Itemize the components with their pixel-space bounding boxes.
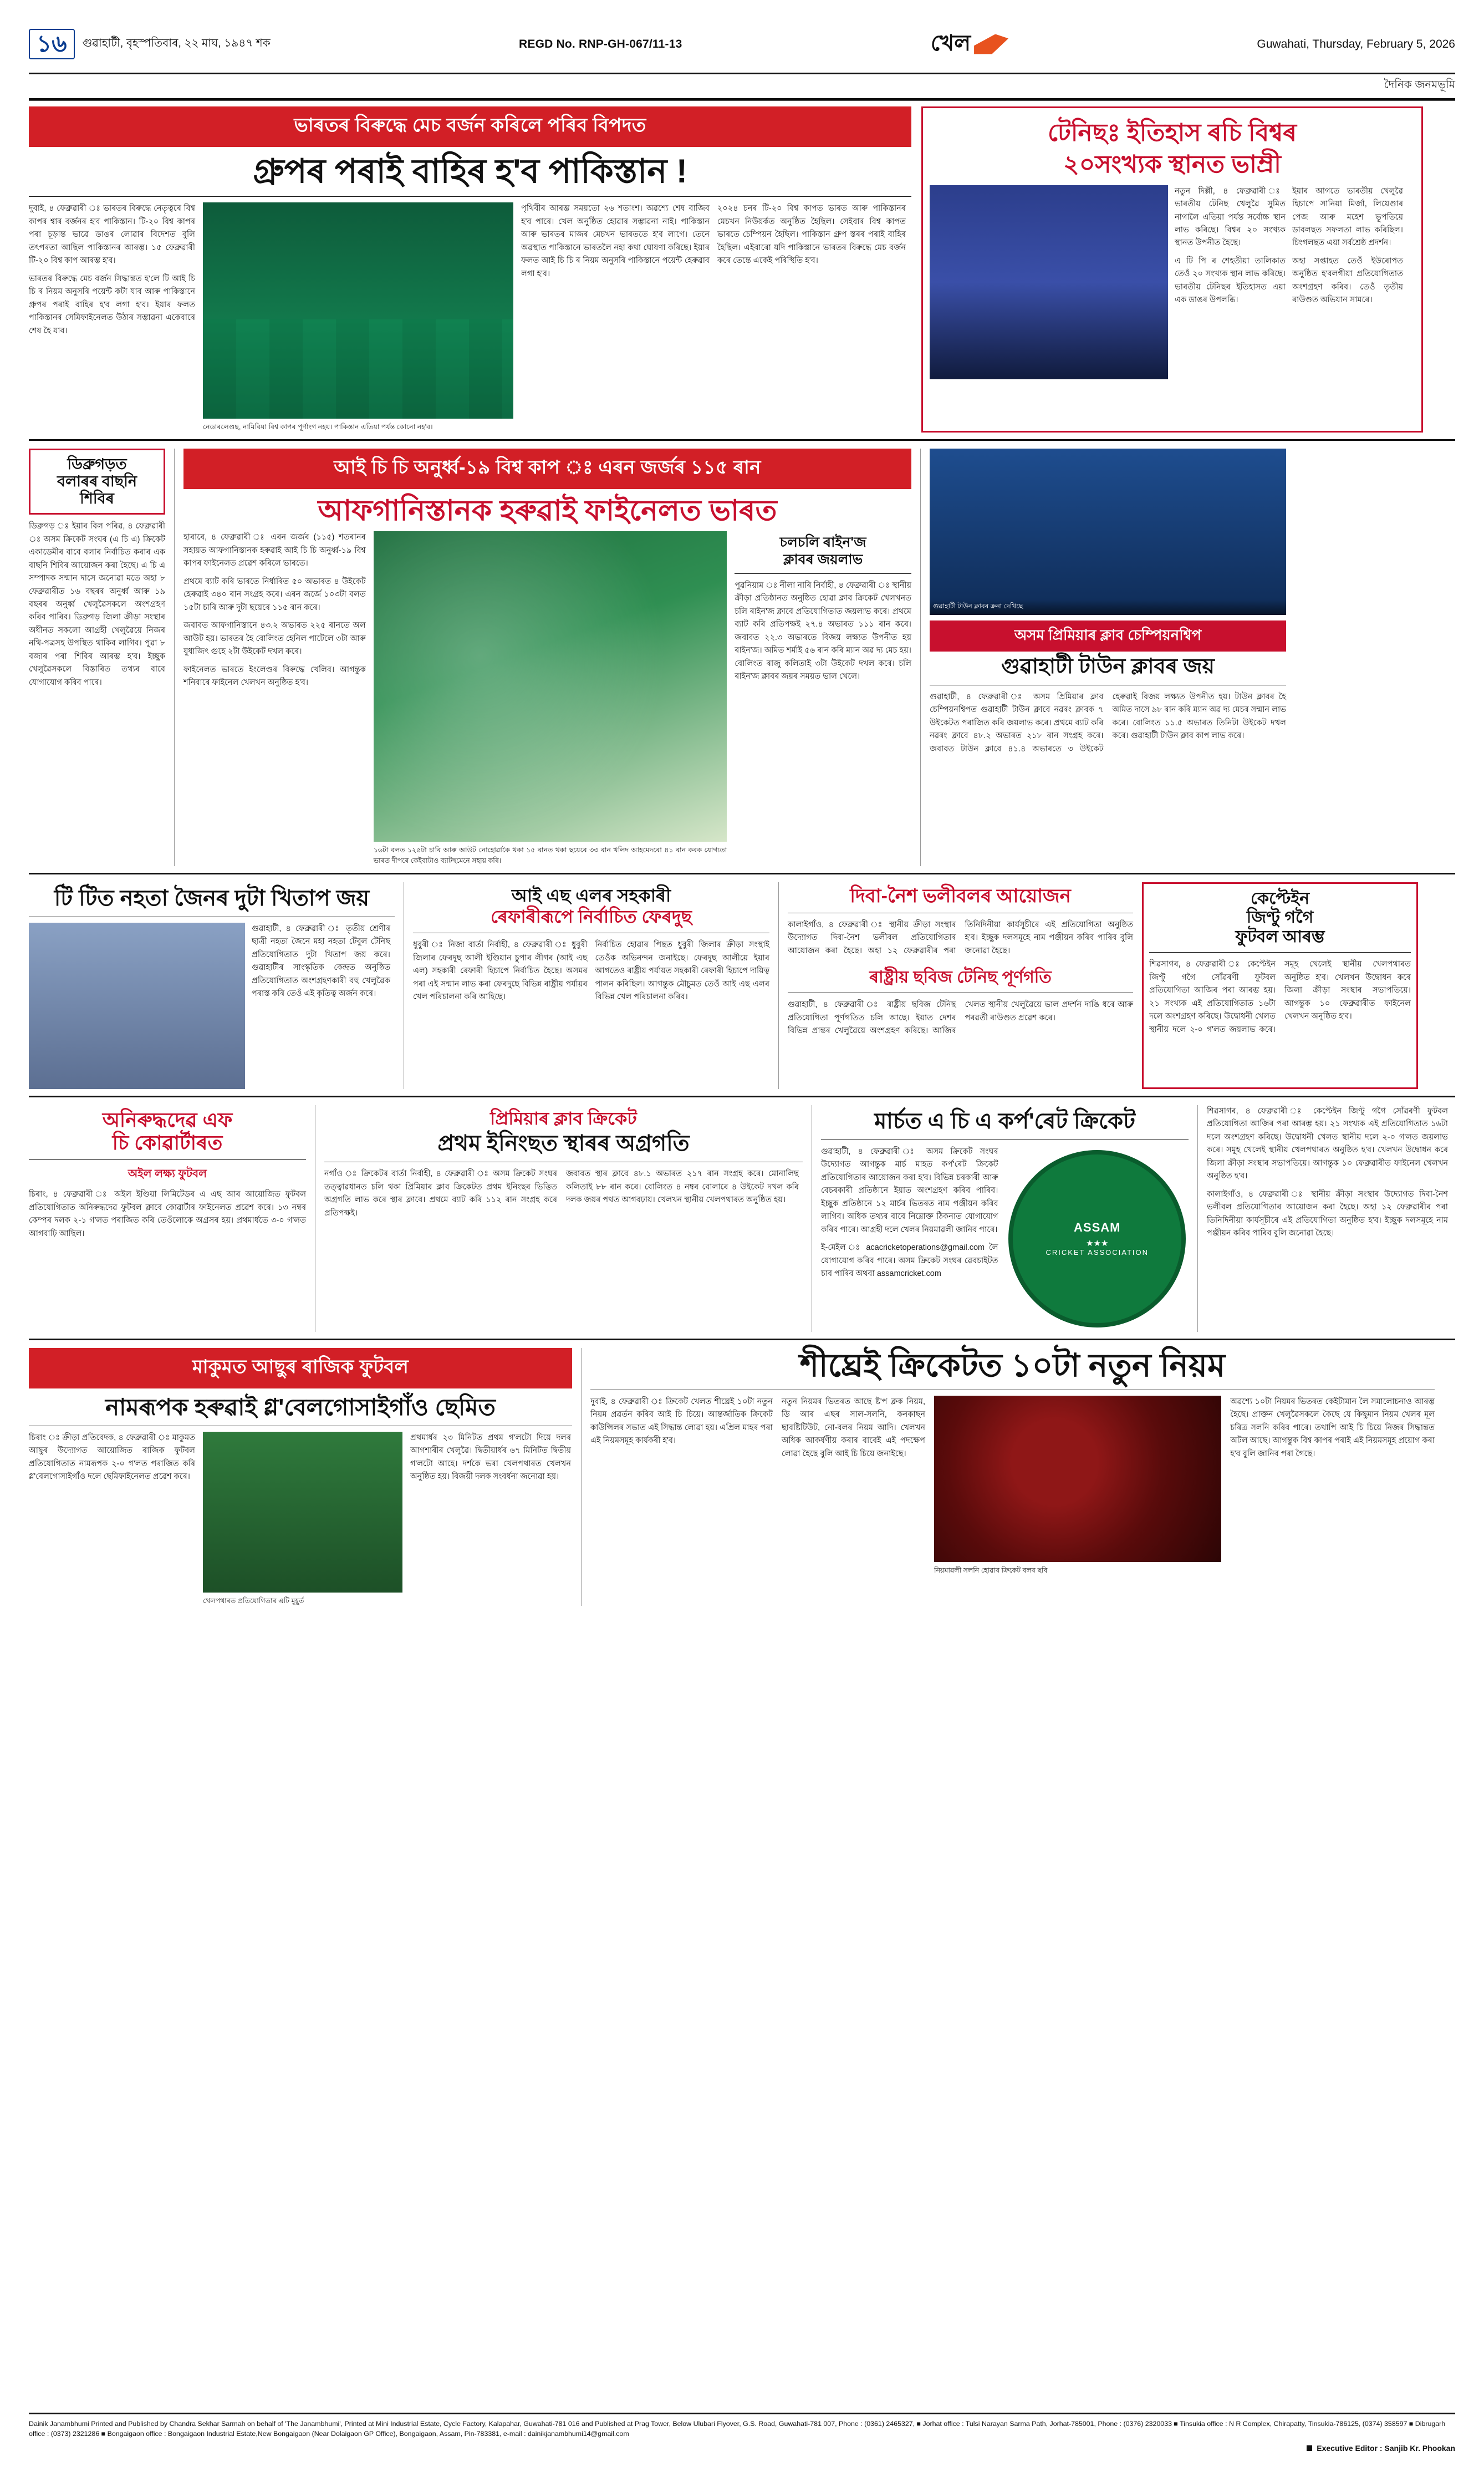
captain-title-3: ফুটবল আৰম্ভ [1235, 927, 1325, 946]
masthead [29, 22, 1455, 70]
section-four [29, 1105, 1455, 1332]
magic-photo [203, 1432, 402, 1593]
u19-para-3: জবাবত আফগানিস্তানে ৪৩.২ অভাৰত ২২৫ ৰানতে অল আউট হয়। ভাৰতৰ হৈ বোলিংত হেনিল পাটেলে ৩টা আৰু যুধাজিৎ গুহে ২টা উইকেট দখল কৰে। [183, 621, 366, 657]
tt-para: গুৱাহাটী, ৪ ফেব্ৰুৱাৰী ঃ তৃতীয় শ্ৰেণীৰ ছাত্ৰী নহতা জৈনে মহা নহতা টেবুল টেনিছ প্ৰতিযোগিতাত দুটা খিতাপ জয় কৰে। গুৱাহাটীৰ সাংস্কৃতিক কেন্দ্ৰত অনুষ্ঠিত প্ৰতিযোগিতাত অংশগ্ৰহণকাৰী বহু খেলুৱৈক পৰাস্ত কৰি তেওঁ এই কৃতিত্ব অৰ্জন কৰে। [252, 924, 390, 999]
lead-story [29, 106, 911, 433]
magic-photo-caption: খেলপথাৰত প্ৰতিযোগিতাৰ এটি মুহূৰ্ত [203, 1596, 304, 1605]
tt-body-wrap [29, 923, 395, 1089]
apcc-story [920, 449, 1286, 866]
u19-photo-caption: ১৬টা বলত ১২৫টা চাৰি আৰু আউট নোহোৱাকৈ থকা ১৫ ৰানত থকা ছয়েৰে ৩৩ ৰান খলিদ আহমেদৰো ৪১ ৰান কৰক যোগ্যতা ভাৰত দীপৰে কেইবাটাও ব্যাটছমেনে সহায় কৰি। [373, 846, 727, 864]
corporate-title: মাৰ্চত এ চি এ কৰ্প'ৰেট ক্ৰিকেট [874, 1108, 1135, 1133]
magic-headline: নামৰূপক হৰুৱাই গ্ল'বেলগোসাইগাঁও ছেমিত [105, 1393, 496, 1420]
magic-photo-wrap [203, 1432, 402, 1606]
anirudh-rule [29, 1159, 306, 1160]
premier-title-1: প্ৰিমিয়াৰ ক্লাব ক্ৰিকেট [490, 1108, 637, 1128]
u19-banner: আই চি চি অনুৰ্ধ্ব-১৯ বিশ্ব কাপ ঃ এৰন জৰ্জৰ ১১৫ ৰান [183, 449, 911, 489]
executive-editor [1307, 2444, 1455, 2453]
apcc-photo [930, 449, 1286, 615]
lead-body-wrap [29, 202, 911, 433]
rules-col-3 [1230, 1396, 1435, 1576]
brand-name: দৈনিক জনমভূমি [1384, 79, 1455, 91]
shibir-title-2: বলাৰৰ বাছনি [57, 472, 137, 490]
tt-photo [29, 923, 245, 1089]
executive-editor-text: Executive Editor : Sanjib Kr. Phookan [1317, 2444, 1455, 2453]
volley-para: কালাইগাঁও, ৪ ফেব্ৰুৱাৰী ঃ স্থানীয় ক্ৰীড়া সংস্থাৰ উদ্যোগত দিবা-নৈশ ভলীবল প্ৰতিযোগিতাৰ আয়োজন কৰা হৈছে। অহা ১২ ফেব্ৰুৱাৰীৰ পৰা তিনিদিনীয়া কাৰ্যসূচীৰে এই প্ৰতিযোগিতা অনুষ্ঠিত হ'ব। ইচ্ছুক দলসমূহে নাম পঞ্জীয়ন কৰিব পাৰিব বুলি জনোৱা হৈছে। [788, 920, 1133, 955]
khel-logo-text: খেল [930, 31, 971, 55]
section-rule-4 [29, 1339, 1455, 1340]
captain-continued [1197, 1105, 1448, 1332]
tennis-photo [930, 185, 1168, 379]
footer-imprint: Dainik Janambhumi Printed and Published by Chandra Sekhar Sarmah on behalf of 'The Janambhumi', Printed at Mini Industrial Estate, Cycle Factory, Kalapahar, Guwahati-781 016 and Published at Prag Tower, Below Ulubari Flyover, G.S. Road, Guwahati-781 007, Phone : (0361) 2465327, ■ Jorhat office : Tulsi Narayan Sarma Path, Jorhat-785001, Phone : (0376) 2320033 ■ Tinsukia office : N R Complex, Chirapatty, Tinsukia-786125, (0374) 358597 ■ Dibrugarh office : (0373) 2321286 ■ Bongaigaon office : Bongaigaon Industrial Estate,New Bongaigaon (Near Dolaigaon GP Office), Bongaigaon, Assam, Pin-783381, e-mail : dainikjanambhumi14@gmail.com [29, 2419, 1446, 2438]
u19-col-1 [183, 531, 366, 866]
captain-continued-body [1207, 1105, 1448, 1240]
lane-title-1: চলচলি ৰাইন'জ [779, 535, 866, 551]
rules-para-right: অৱশ্যে ১০টা নিয়মৰ ভিতৰত কেইটামান লৈ সমালোচনাও আৰম্ভ হৈছে। প্ৰাক্তন খেলুৱৈসকলে কৈছে যে কিছুমান নিয়ম খেলৰ মূল চৰিত্ৰ সলনি কৰিব পাৰে। তথাপি আই চি চিয়ে নিজৰ সিদ্ধান্তত অটল আছে। আগন্তুক বিশ্ব কাপৰ পৰাই এই নিয়মসমূহ প্ৰয়োগ কৰা হ'ব বুলি জানিব পৰা গৈছে। [1230, 1397, 1435, 1458]
premier-body-wrap [324, 1168, 803, 1225]
apcc-para: গুৱাহাটী, ৪ ফেব্ৰুৱাৰী ঃ অসম প্ৰিমিয়াৰ ক্লাব চেম্পিয়নশ্বিপত গুৱাহাটী টাউন ক্লাবে নৱৰং ক্লাবক ৭ উইকেটত পৰাজিত কৰি জয়লাভ কৰে। প্ৰথমে ব্যাট কৰি নৱৰং ক্লাবে ৪৮.২ অভাৰত ২১৮ ৰান সংগ্ৰহ কৰে। জবাবত টাউন ক্লাবে ৪১.৪ অভাৰতে ৩ উইকেট হেৰুৱাই বিজয় লক্ষ্যত উপনীত হয়। টাউন ক্লাবৰ হৈ অমিত দাসে ৯৮ ৰান কৰি ম্যান অৱ দ্য মেচৰ সন্মান লাভ কৰে। বোলিংত ১১.৫ অভাৰত তিনিটা উইকেট দখল কৰে। গুৱাহাটী টাউন ক্লাব কাপ লাভ কৰে। [930, 692, 1286, 754]
rules-body-wrap [590, 1396, 1435, 1576]
aca-logo [1008, 1150, 1186, 1327]
magic-story [29, 1348, 572, 1606]
lead-col-4 [717, 202, 906, 433]
lead-photo-wrap [203, 202, 513, 433]
shibir-title-3: শিবিৰ [80, 490, 114, 507]
captain-rule [1149, 952, 1411, 953]
captain-continued-para: শিৱসাগৰ, ৪ ফেব্ৰুৱাৰী ঃ কেপ্টেইন জিণ্টু গগৈ সোঁৱৰণী ফুটবল প্ৰতিযোগিতা আজিৰ পৰা আৰম্ভ হয়। ২১ সংখ্যক এই প্ৰতিযোগিতাত ১৬টা দলে অংশগ্ৰহণ কৰিছে। উদ্বোধনী খেলত স্থানীয় দলে ২-০ গ'লত জয়লাভ কৰে। সমূহ খেলেই স্থানীয় খেলপথাৰত অনুষ্ঠিত হ'ব। খেলখন উদ্বোধন কৰে জিলা ক্ৰীড়া সংস্থাৰ সভাপতিয়ে। আগন্তুক ১০ ফেব্ৰুৱাৰীত ফাইনেল খেলখন অনুষ্ঠিত হ'ব। [1207, 1106, 1448, 1181]
premier-para-right: জবাবত স্থাৰ ক্লাবে ৪৮.১ অভাৰত ২১৭ ৰান সংগ্ৰহ কৰে। মোনালিছ কলিতাই ৮৮ ৰান কৰে। বোলিংত ৪ নম্বৰ বোলাৰে ৪ উইকেট দখল কৰি দলক জয়ৰ পথত আগবঢ়ায়। খেলখন স্থানীয় খেলপথাৰত অনুষ্ঠিত হয়। [566, 1169, 799, 1205]
volley-story [778, 882, 1133, 1089]
captain-title-2: জিণ্টু গগৈ [1246, 908, 1314, 927]
isl-col-1 [413, 939, 588, 1009]
chhabij-body [788, 999, 1133, 1037]
rules-col-1 [590, 1396, 773, 1576]
footer [29, 2413, 1455, 2453]
anirudh-story [29, 1105, 306, 1332]
tt-body [252, 923, 390, 1089]
swoosh-icon [974, 34, 1008, 54]
section-rule-2 [29, 873, 1455, 874]
u19-body-wrap [183, 531, 911, 866]
isl-para-right: নিৰ্বাচিত হোৱাৰ পিছত ধুবুৰী জিলাৰ ক্ৰীড়া সংস্থাই তেওঁক অভিনন্দন জনাইছে। ফেৰদুছ আলীয়ে ইয়াৰ আগতেও ৰাষ্ট্ৰীয় পৰ্যায়ত সহকাৰী ৰেফাৰী হিচাপে দায়িত্ব পালন কৰিছিল। আগন্তুক মৌচুমত তেওঁ আই এছ এলৰ বিভিন্ন খেল পৰিচালনা কৰিব। [595, 940, 769, 1002]
premier-title-2: প্ৰথম ইনিংছত স্থাৰৰ অগ্ৰগতি [437, 1131, 690, 1156]
tennis-para-2: এ টি পি ৰ শেহতীয়া তালিকাত তেওঁ ২০ সংখ্যক স্থান লাভ কৰিছে। ভাৰতীয় টেনিছৰ ইতিহাসত এয়া এক ডাঙৰ উপলব্ধি। [1175, 256, 1286, 305]
captain-title-1: কেপ্টেইন [1250, 889, 1310, 908]
anirudh-body [29, 1188, 306, 1240]
captain-para: শিৱসাগৰ, ৪ ফেব্ৰুৱাৰী ঃ কেপ্টেইন জিণ্টু গগৈ সোঁৱৰণী ফুটবল প্ৰতিযোগিতা আজিৰ পৰা আৰম্ভ হয়। ২১ সংখ্যক এই প্ৰতিযোগিতাত ১৬টা দলে অংশগ্ৰহণ কৰিছে। উদ্বোধনী খেলত স্থানীয় দলে ২-০ গ'লত জয়লাভ কৰে। সমূহ খেলেই স্থানীয় খেলপথাৰত অনুষ্ঠিত হ'ব। খেলখন উদ্বোধন কৰে জিলা ক্ৰীড়া সংস্থাৰ সভাপতিয়ে। আগন্তুক ১০ ফেব্ৰুৱাৰীত ফাইনেল খেলখন অনুষ্ঠিত হ'ব। [1149, 960, 1411, 1034]
corporate-story [812, 1105, 1189, 1332]
lead-para-1: দুবাই, ৪ ফেব্ৰুৱাৰী ঃ ভাৰতৰ বিৰুদ্ধে নেতৃত্বৰে বিশ্ব কাপৰ শ্বাৰ বৰ্জনৰ হ'ব পাকিস্তান। টি-২০ বিশ্ব কাপৰ পৰা চূড়ান্ত ভাৱে ডাঙৰ লোৱাৰ বিদেশত বুলি তৎপৰতা আছিল পাকিস্তানৰ আৰম্ভ। ১৫ ফেব্ৰুৱাৰী টি-২০ বিশ্ব কাপ আৰম্ভ হ'ব। [29, 204, 195, 266]
apcc-body [930, 691, 1286, 756]
shibir-para: ডিব্ৰুগড় ঃ ইয়াৰ বিল পৰিৱ, ৪ ফেব্ৰুৱাৰী ঃ অসম ক্ৰিকেট সংঘৰ (এ চি এ) ক্ৰিকেট একাডেমীৰ বাবে বলাৰ নিৰ্বাচিত কৰাৰ এক বাছনি শিবিৰ আয়োজন কৰা হৈছে। এ চি এ সম্পাদক সন্মান দাসে জনোৱা মতে অহা ৮ ফেব্ৰুৱাৰীত ১৬ বছৰৰ অনুৰ্ধ্ব আৰু ১৯ বছৰৰ অনুৰ্ধ্ব খেলুৱৈসকলে অংশগ্ৰহণ কৰিব পাৰিব। ডিব্ৰুগড় জিলা ক্ৰীড়া সংস্থাৰ অধীনত সকলো আগ্ৰহী খেলুৱৈয়ে নিজৰ নথি-পত্ৰসহ উপস্থিত থাকিব লাগিব। পুৱা ৮ বজাৰ পৰা শিবিৰ আৰম্ভ হ'ব। ইচ্ছুক খেলুৱৈসকলে বিস্তাৰিত তথ্যৰ বাবে যোগাযোগ কৰিব পাৰে। [29, 522, 165, 687]
apcc-photo-caption: গুৱাহাটী টাউন ক্লাবৰ ক্ৰনা দেখিছে [930, 599, 1286, 615]
masthead-date-assamese: গুৱাহাটী, বৃহস্পতিবাৰ, ২২ মাঘ, ১৯৪৭ শক [82, 37, 271, 49]
lead-photo-caption: নেডাৰলেণ্ডছ, নামিবিয়া বিশ্ব কাপৰ পূৰ্ণাংগ নহয়। পাকিস্তান এতিয়া পৰ্যন্ত কোনো নহ'ব। [203, 423, 433, 431]
lead-para-4: পৃথিবীৰ আৰম্ভ সময়তো ২৬ শতাংশ। অৱশ্যে শেষ বাজিব হ'ব পাৰে। খেল অনুষ্ঠিত হোৱাৰ সম্ভাৱনা নাই। পাকিস্তান আৰু ভাৰতৰ মাজৰ মেচখন ভাৰততে হ'ব লাগে। তেনে অৱস্থাত পাকিস্তানে ভাৰতলৈ নহা কথা ঘোষণা কৰিছে। ইয়াৰ ফলত আই চি চি ৰ নিয়ম অনুসৰি পাকিস্তানে পয়েন্ট হেৰুৱাব লগা হ'ব। [521, 204, 710, 278]
tennis-col-1 [1175, 185, 1286, 379]
volley-body [788, 919, 1133, 960]
isl-title-2: ৰেফাৰীৰূপে নিৰ্বাচিত ফেৰদুছ [490, 907, 692, 927]
isl-story [404, 882, 769, 1089]
shibir-story [29, 449, 165, 866]
premier-para-left: নগাঁও ঃ ক্ৰিকেটৰ বাৰ্তা নিৰ্বাহী, ৪ ফেব্ৰুৱাৰী ঃ অসম ক্ৰিকেট সংঘৰ তত্ত্বাৱধানত চলি থকা প্ৰিমিয়াৰ ক্লাব ক্ৰিকেটত প্ৰথম ইনিংছৰ ভিত্তিত অগ্ৰগতি লাভ কৰে স্থাৰ ক্লাবে। প্ৰথমে ব্যাট কৰি ১১২ ৰান সংগ্ৰহ কৰে প্ৰতিপক্ষই। [324, 1169, 557, 1218]
volley-title: দিবা-নৈশ ভলীবলৰ আয়োজন [850, 885, 1071, 907]
magic-col-1 [29, 1432, 195, 1606]
tt-story [29, 882, 395, 1089]
top-section [29, 106, 1455, 433]
shibir-title-box [29, 449, 165, 515]
section-rule-1 [29, 439, 1455, 441]
tt-title: টি টিত নহতা জৈনৰ দুটা খিতাপ জয় [54, 886, 370, 910]
lane-para: পুৱনিয়াম ঃ নীলা নাৰি নিৰ্বাহী, ৪ ফেব্ৰুৱাৰী ঃ স্থানীয় ক্ৰীড়া প্ৰতিষ্ঠানত অনুষ্ঠিত হোৱা ক্লাব ক্ৰিকেট খেলখনত চলি ৰাইন'জ ক্লাবে প্ৰতিযোগিতাত জয়লাভ কৰে। প্ৰথমে ব্যাট কৰি প্ৰতিপক্ষই ২৭.৪ অভাৰত ১১১ ৰান কৰে। জবাবত ২২.৩ অভাৰতে বিজয় লক্ষ্যত উপনীত হয় ৰাইন'জ। অমিত শৰ্মাই ৫৬ ৰান কৰি ম্যান অৱ দ্য মেচ হয়। বোলিংত ৰাজু কলিতাই ৩টা উইকেট দখল কৰে। চলি ৰাইন'জ ক্লাবৰ জয়ৰ সময়ত ভাল খেলে। [735, 581, 911, 681]
tennis-col-2 [1292, 185, 1403, 379]
aca-logo-top: ASSAM [1074, 1220, 1121, 1235]
u19-para-2: প্ৰথমে ব্যাট কৰি ভাৰতে নিৰ্ধাৰিত ৫০ অভাৰত ৪ উইকেট হেৰুৱাই ৩৪০ ৰান সংগ্ৰহ কৰে। এৰন জৰ্জে ১০৩টা বলত ১৫টা চাৰি আৰু দুটা ছয়েৰে ১১৫ ৰান কৰে। [183, 577, 366, 612]
section-three [29, 882, 1455, 1089]
shibir-title-1: ডিব্ৰুগড়ত [67, 455, 127, 472]
tt-photo-wrap [29, 923, 245, 1089]
corporate-para: গুৱাহাটী, ৪ ফেব্ৰুৱাৰী ঃ অসম ক্ৰিকেট সংঘৰ উদ্যোগত আগন্তুক মাৰ্চ মাহত কৰ্প'ৰেট ক্ৰিকেট প্ৰতিযোগিতাৰ আয়োজন কৰা হ'ব। বিভিন্ন চৰকাৰী আৰু বেচৰকাৰী প্ৰতিষ্ঠানে ইয়াত অংশগ্ৰহণ কৰিব পাৰিব। ইচ্ছুক প্ৰতিষ্ঠানে ১২ মাৰ্চৰ ভিতৰত নাম পঞ্জীয়ন কৰিব লাগিব। অধিক তথ্যৰ বাবে নিম্নোক্ত ঠিকনাত যোগাযোগ কৰিব পাৰে। আগ্ৰহী দলে খেলৰ নিয়মাৱলী জানিব পাৰে। [821, 1147, 998, 1234]
apcc-band: অসম প্ৰিমিয়াৰ ক্লাব চেম্পিয়নশ্বিপ [930, 620, 1286, 652]
khel-logo [931, 26, 1008, 63]
captain-body [1149, 958, 1411, 1036]
lead-photo [203, 202, 513, 419]
lead-banner: ভাৰতৰ বিৰুদ্ধে মেচ বৰ্জন কৰিলে পৰিব বিপদত [29, 106, 911, 147]
lead-col-1 [29, 202, 195, 433]
anirudh-title-1: অনিৰুদ্ধদেৱ এফ [102, 1108, 233, 1131]
registration-number: REGD No. RNP-GH-067/11-13 [519, 37, 682, 50]
magic-col-3 [410, 1432, 571, 1606]
masthead-left [29, 29, 271, 59]
isl-para-left: ধুবুৰী ঃ নিজা বাৰ্তা নিৰ্বাহী, ৪ ফেব্ৰুৱাৰী ঃ ধুবুৰী জিলাৰ ফেৰদুছ আলী ইণ্ডিয়ান চুপাৰ লীগৰ (আই এছ এল) সহকাৰী ৰেফাৰী হিচাপে নিৰ্বাচিত হৈছে। অসমৰ পৰা এই সন্মান লাভ কৰা ফেৰদুছে বিভিন্ন ৰাষ্ট্ৰীয় পৰ্যায়ৰ খেল পৰিচালনা কৰি আহিছে। [413, 940, 588, 1002]
corporate-body-wrap [821, 1146, 1189, 1332]
premier-story [315, 1105, 803, 1332]
rules-photo-caption: নিয়মাৱলী সলনি হোৱাৰ ক্ৰিকেট বলৰ ছবি [934, 1566, 1048, 1574]
corporate-email-line: ই-মেইল ঃ acacricketoperations@gmail.com লৈ যোগাযোগ কৰিব পাৰে। অসম ক্ৰিকেট সংঘৰ ৱেবচাইটত চাব পাৰিব অথবা assamcricket.com [821, 1243, 998, 1279]
u19-photo-wrap [374, 531, 727, 866]
masthead-date-english: Guwahati, Thursday, February 5, 2026 [1257, 37, 1455, 50]
tennis-headline-1: টেনিছঃ ইতিহাস ৰচি বিশ্বৰ [1048, 119, 1297, 146]
section-rule-3 [29, 1096, 1455, 1097]
lane-title-2: ক্লাবৰ জয়লাভ [783, 551, 863, 567]
u19-para-4: ফাইনেলত ভাৰতে ইংলেণ্ডৰ বিৰুদ্ধে খেলিব। আগন্তুক শনিবাৰে ফাইনেল খেলখন অনুষ্ঠিত হ'ব। [183, 665, 366, 688]
rules-photo [934, 1396, 1221, 1562]
aca-logo-ring: CRICKET ASSOCIATION [1046, 1248, 1149, 1257]
lane-rule [735, 573, 911, 574]
section-two [29, 449, 1455, 866]
tennis-photo-wrap [930, 185, 1168, 379]
rules-story [581, 1348, 1435, 1606]
anirudh-sub: অইল লক্ষ্য ফুটবল [128, 1168, 207, 1181]
tennis-story [921, 106, 1423, 433]
tennis-headline-2: ২০সংখ্যক স্থানত ভাম্ৰী [1063, 151, 1281, 179]
brand-strip [29, 74, 1455, 95]
double-rule [29, 98, 1455, 101]
captain-story [1142, 882, 1418, 1089]
premier-col-1 [324, 1168, 557, 1225]
shibir-body [29, 520, 165, 689]
magic-para-mid: প্ৰথমাৰ্ধৰ ২৩ মিনিটত প্ৰথম গ'লটো দিয়ে দলৰ আগশাৰীৰ খেলুৱৈ। দ্বিতীয়াৰ্ধৰ ৬৭ মিনিটত দ্বিতীয় গ'লটো আহে। দৰ্শকে ভৰা খেলপথাৰত খেলখন অনুষ্ঠিত হয়। বিজয়ী দলক সংবৰ্ধনা জনোৱা হয়। [410, 1433, 571, 1482]
magic-para-left: চিৰাং ঃ ক্ৰীড়া প্ৰতিবেদক, ৪ ফেব্ৰুৱাৰী ঃ মাকুমত আছুৰ উদ্যোগত আয়োজিত ৰাজিক ফুটবল প্ৰতিযোগিতাত নামৰূপক ২-০ গ'লত পৰাজিত কৰি গ্ল'বেলগোসাইগাঁও দলে ছেমিফাইনেলত প্ৰৱেশ কৰে। [29, 1433, 195, 1482]
lead-rule [29, 196, 911, 197]
aca-logo-mid: ★★★ [1086, 1239, 1109, 1249]
tennis-para-1: নতুন দিল্লী, ৪ ফেব্ৰুৱাৰী ঃ ভাৰতীয় টেনিছ খেলুৱৈ সুমিত নাগালৈ এতিয়া পৰ্যন্ত সৰ্বোচ্চ স্থান লাভ কৰিছে। বিশ্বৰ ২০ সংখ্যক স্থানত উপনীত হৈছে। [1175, 186, 1286, 248]
volley-continued-para: কালাইগাঁও, ৪ ফেব্ৰুৱাৰী ঃ স্থানীয় ক্ৰীড়া সংস্থাৰ উদ্যোগত দিবা-নৈশ ভলীবল প্ৰতিযোগিতাৰ আয়োজন কৰা হৈছে। অহা ১২ ফেব্ৰুৱাৰীৰ পৰা তিনিদিনীয়া কাৰ্যসূচীৰে এই প্ৰতিযোগিতা অনুষ্ঠিত হ'ব। ইচ্ছুক দলসমূহে নাম পঞ্জীয়ন কৰিব পাৰিব বুলি জনোৱা হৈছে। [1207, 1189, 1448, 1238]
magic-body-wrap [29, 1432, 572, 1606]
magic-banner: মাকুমত আছুৰ ৰাজিক ফুটবল [29, 1348, 572, 1388]
u19-headline: আফগানিস্তানক হৰুৱাই ফাইনেলত ভাৰত [318, 494, 777, 527]
lead-headline: গ্ৰুপৰ পৰাই বাহিৰ হ'ব পাকিস্তান ! [253, 152, 687, 190]
footer-bottom [29, 2444, 1455, 2453]
aca-logo-wrap [1006, 1146, 1189, 1332]
isl-col-2 [595, 939, 770, 1009]
u19-story [174, 449, 911, 866]
section-five [29, 1348, 1455, 1606]
footer-rule [29, 2413, 1455, 2414]
corporate-col-1 [821, 1146, 998, 1332]
anirudh-title-2: চি কোৱাৰ্টাৰত [112, 1131, 223, 1154]
rules-para-left: দুবাই, ৪ ফেব্ৰুৱাৰী ঃ ক্ৰিকেট খেলত শীঘ্ৰেই ১০টা নতুন নিয়ম প্ৰৱৰ্তন কৰিব আই চি চিয়ে। আন্তৰ্জাতিক ক্ৰিকেট কাউন্সিলৰ সভাত এই সিদ্ধান্ত লোৱা হয়। এপ্ৰিল মাহৰ পৰা এই নিয়মসমূহ কাৰ্যকৰী হ'ব। [590, 1397, 773, 1446]
premier-col-2 [566, 1168, 799, 1225]
apcc-title: গুৱাহাটী টাউন ক্লাবৰ জয় [1001, 654, 1215, 678]
rules-photo-wrap [934, 1396, 1221, 1576]
rules-para-mid: নতুন নিয়মৰ ভিতৰত আছে ষ্ট'প ক্লক নিয়ম, ডি আৰ এছৰ সাল-সলনি, কনকাছন ছাবষ্টিটিউট, নো-বলৰ নিয়ম আদি। খেলখন অধিক আকৰ্ষণীয় কৰাৰ বাবেই এই পদক্ষেপ লোৱা হৈছে বুলি আই চি চিয়ে জনাইছে। [781, 1397, 926, 1458]
u19-photo [374, 531, 727, 842]
anirudh-para: চিৰাং, ৪ ফেব্ৰুৱাৰী ঃ অইল ইণ্ডিয়া লিমিটেডৰ এ এছ আৰ আয়োজিত ফুটবল প্ৰতিযোগিতাত অনিৰুদ্ধদেৱ ফুটবল ক্লাবে কোৱাৰ্টাৰ ফাইনেলত প্ৰৱেশ কৰে। ১৩ নম্বৰ কেম্পৰ দলক ২-১ গ'লত পৰাজিত কৰি তেওঁলোকে অগ্ৰসৰ হয়। প্ৰথমাৰ্ধতে ৩-০ গ'লত আগবাঢ়ি আছিল। [29, 1190, 306, 1238]
u19-para-1: হাৰাৰে, ৪ ফেব্ৰুৱাৰী ঃ এৰন জৰ্জৰ (১১৫) শতৰানৰ সহায়ত আফগানিস্তানক হৰুৱাই আই চি চি অনুৰ্ধ্ব-১৯ বিশ্ব কাপৰ ফাইনেলত প্ৰৱেশ কৰিলে ভাৰতে। [183, 533, 366, 568]
page-number: ১৬ [29, 29, 75, 59]
tennis-para-3: ইয়াৰ আগতে ভাৰতীয় খেলুৱৈ হিচাপে সানিয়া মিৰ্জা, লিয়েণ্ডাৰ পেজ আৰু মহেশ ভূপতিয়ে ডাবলছত সফলতা লাভ কৰিছিল। চিংগলছত এয়া সৰ্বশ্ৰেষ্ঠ প্ৰদৰ্শন। [1292, 186, 1403, 248]
rules-headline: শীঘ্ৰেই ক্ৰিকেটত ১০টা নতুন নিয়ম [799, 1347, 1226, 1383]
isl-body-wrap [413, 939, 769, 1009]
tennis-para-4: অহা সপ্তাহত তেওঁ ইউৰোপত অনুষ্ঠিত হ'বলগীয়া প্ৰতিযোগিতাত অংশগ্ৰহণ কৰিব। তেওঁ তৃতীয় ৰাউণ্ডত অভিযান সামৰে। [1292, 256, 1403, 305]
tennis-body-wrap [930, 185, 1415, 379]
isl-title-1: আই এছ এলৰ সহকাৰী [511, 885, 671, 906]
lead-col-3 [521, 202, 710, 433]
chhabij-title: ৰাষ্ট্ৰীয় ছবিজ টেনিছ পূৰ্ণগতি [869, 968, 1052, 986]
bullet-square-icon [1307, 2445, 1312, 2451]
rules-col-2 [782, 1396, 925, 1576]
lane-body [735, 579, 911, 684]
lane-story [735, 531, 911, 866]
lead-para-5: ২০২৪ চনৰ টি-২০ বিশ্ব কাপত ভাৰত আৰু পাকিস্তানৰ মেচখন নিউয়ৰ্কত অনুষ্ঠিত হৈছিল। সেইবাৰ বিশ্ব কাপত ভাৰতে চেম্পিয়ন হৈছিল। পাকিস্তান গ্ৰুপ স্তৰৰ পৰাই বাহিৰ হৈছিল। এইবাৰো যদি পাকিস্তানে ভাৰতৰ বিৰুদ্ধে মেচ বৰ্জন কৰে তেন্তে একেই পৰিস্থিতি হ'ব। [717, 204, 906, 266]
chhabij-para: গুৱাহাটী, ৪ ফেব্ৰুৱাৰী ঃ ৰাষ্ট্ৰীয় ছবিজ টেনিছ প্ৰতিযোগিতা পূৰ্ণগতিত চলি আছে। ইয়াত দেশৰ বিভিন্ন প্ৰান্তৰ খেলুৱৈয়ে অংশগ্ৰহণ কৰিছে। আজিৰ খেলত স্থানীয় খেলুৱৈয়ে ভাল প্ৰদৰ্শন দাঙি ধৰে আৰু পৰৱৰ্তী ৰাউণ্ডত প্ৰৱেশ কৰে। [788, 1000, 1133, 1036]
lead-para-2: ভাৰতৰ বিৰুদ্ধে মেচ বৰ্জন সিদ্ধান্তত হ'লে টি আই চি চি ৰ নিয়ম অনুসৰি পয়েন্ট কটা যাব আৰু পাকিস্তানে গ্ৰুপৰ পৰাই বাহিৰ হ'ব লগা হ'ব। ইয়াৰ ফলত পাকিস্তানৰ সেমিফাইনেলত উঠাৰ সম্ভাৱনা একেবাৰে শেষ হৈ যাব। [29, 274, 195, 335]
